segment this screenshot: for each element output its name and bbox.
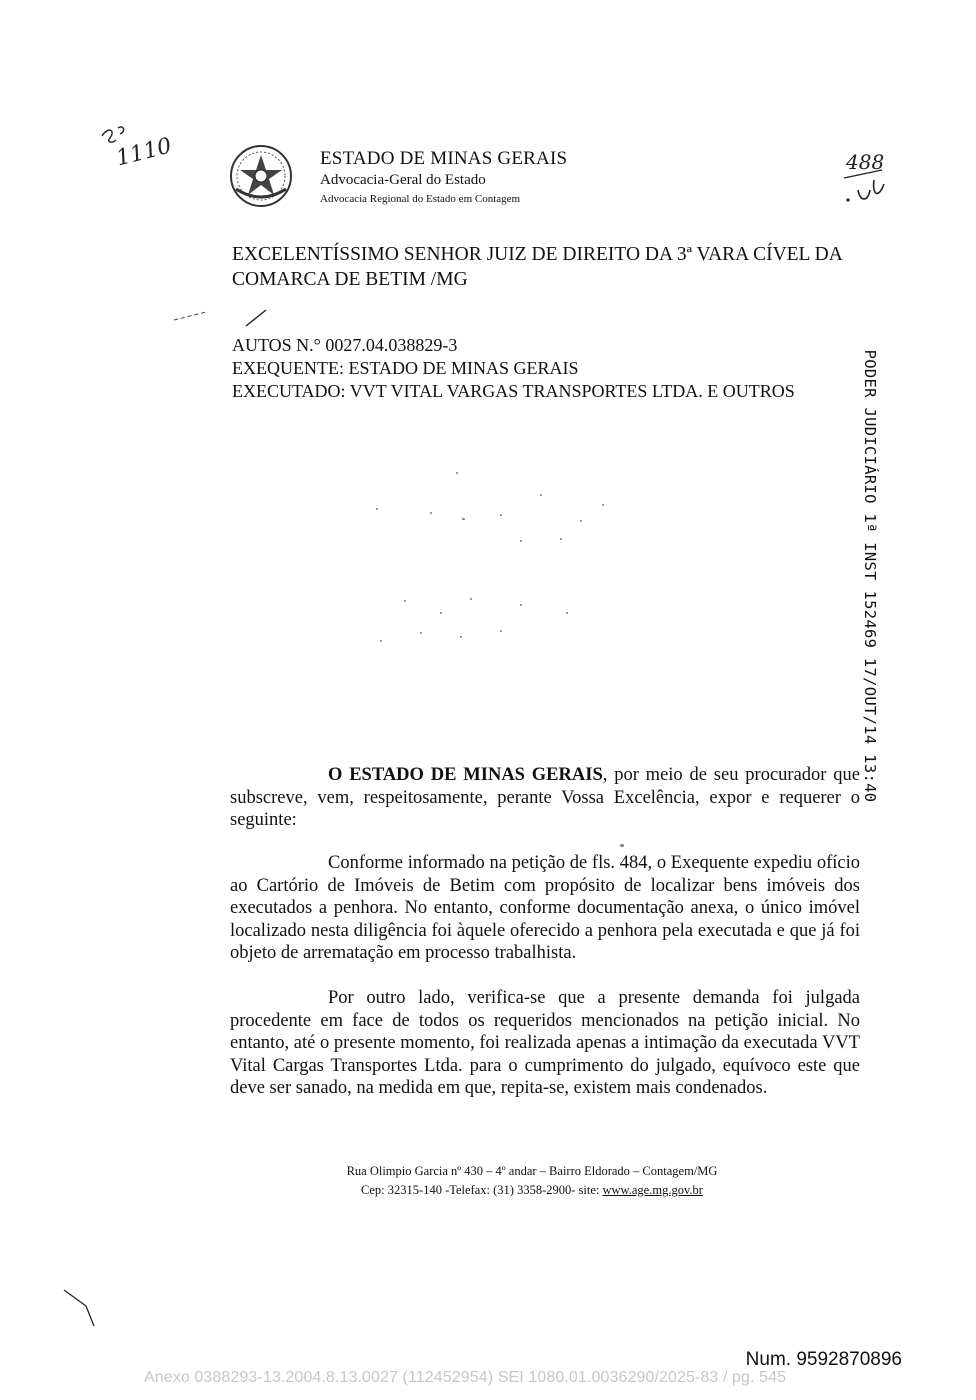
party-name: O ESTADO DE MINAS GERAIS	[328, 765, 603, 785]
paragraph-3-text: Por outro lado, verifica-se que a presente demanda foi julgada procedente em face de todos os requeridos mencionados na petição inicial. No entanto, até o presente momento, foi realizada apenas a intimação da executada VVT Vital Cargas Transportes Ltda. para o cumprimento do julgado, equívoco este que deve ser sanado, na medida em que, repita-se, existem mais condenados.	[230, 988, 860, 1098]
paragraph-2	[230, 852, 860, 965]
court-protocol-stamp	[840, 349, 900, 803]
case-info	[232, 334, 795, 403]
handwritten-page-number-left: 1110	[113, 133, 175, 172]
header-subtitle: Advocacia-Geral do Estado	[320, 172, 486, 188]
paragraph-intro-text: , por meio de seu procurador que subscreve, vem, respeitosamente, perante Vossa Excelência, expor e requerer o seguinte:	[230, 765, 860, 830]
footer-site-link[interactable]: www.age.mg.gov.br	[602, 1183, 703, 1197]
addressee-heading: EXCELENTÍSSIMO SENHOR JUIZ DE DIREITO DA 3ª VARA CÍVEL DA COMARCA DE BETIM /MG	[232, 244, 842, 290]
document-number: Num. 9592870896	[745, 1349, 902, 1370]
paragraph-2-text: Conforme informado na petição de fls. 484, o Exequente expediu ofício ao Cartório de Imóveis de Betim com propósito de localizar bens imóveis dos executados a penhora. No entanto, conforme documentação anexa, o único imóvel localizado nesta diligência foi àquele oferecido a penhora pela executada e que já foi objeto de arrematação em processo trabalhista.	[230, 853, 860, 963]
handwritten-annotation-top-right	[838, 150, 898, 210]
header-title: ESTADO DE MINAS GERAIS	[320, 148, 568, 169]
header-subsubtitle: Advocacia Regional do Estado em Contagem	[320, 193, 521, 205]
coat-of-arms-icon	[228, 143, 294, 209]
exequente-line: EXEQUENTE: ESTADO DE MINAS GERAIS	[232, 358, 579, 378]
initials-icon	[838, 150, 898, 210]
paragraph-intro	[230, 764, 860, 832]
pen-mark-icon	[170, 300, 270, 330]
executado-line: EXECUTADO: VVT VITAL VARGAS TRANSPORTES LTDA. E OUTROS	[232, 381, 795, 401]
stamp-text: PODER JUDICIÁRIO 1ª INST 152469 17/OUT/14 13:40	[861, 349, 879, 803]
case-number: AUTOS N.° 0027.04.038829-3	[232, 335, 458, 355]
paragraph-3	[230, 987, 860, 1100]
handwritten-page-number-right: 488	[846, 150, 885, 174]
footer-contact	[232, 1181, 832, 1200]
sei-watermark: Anexo 0388293-13.2004.8.13.0027 (112452954) SEI 1080.01.0036290/2025-83 / pg. 545	[144, 1369, 787, 1386]
footer-address: Rua Olimpio Garcia nº 430 – 4º andar – Bairro Eldorado – Contagem/MG	[346, 1164, 718, 1178]
pen-stroke-icon	[60, 1286, 104, 1336]
handwritten-annotation-top-left	[96, 120, 176, 180]
footer-contact-text: Cep: 32315-140 -Telefax: (31) 3358-2900- site:	[361, 1183, 603, 1197]
